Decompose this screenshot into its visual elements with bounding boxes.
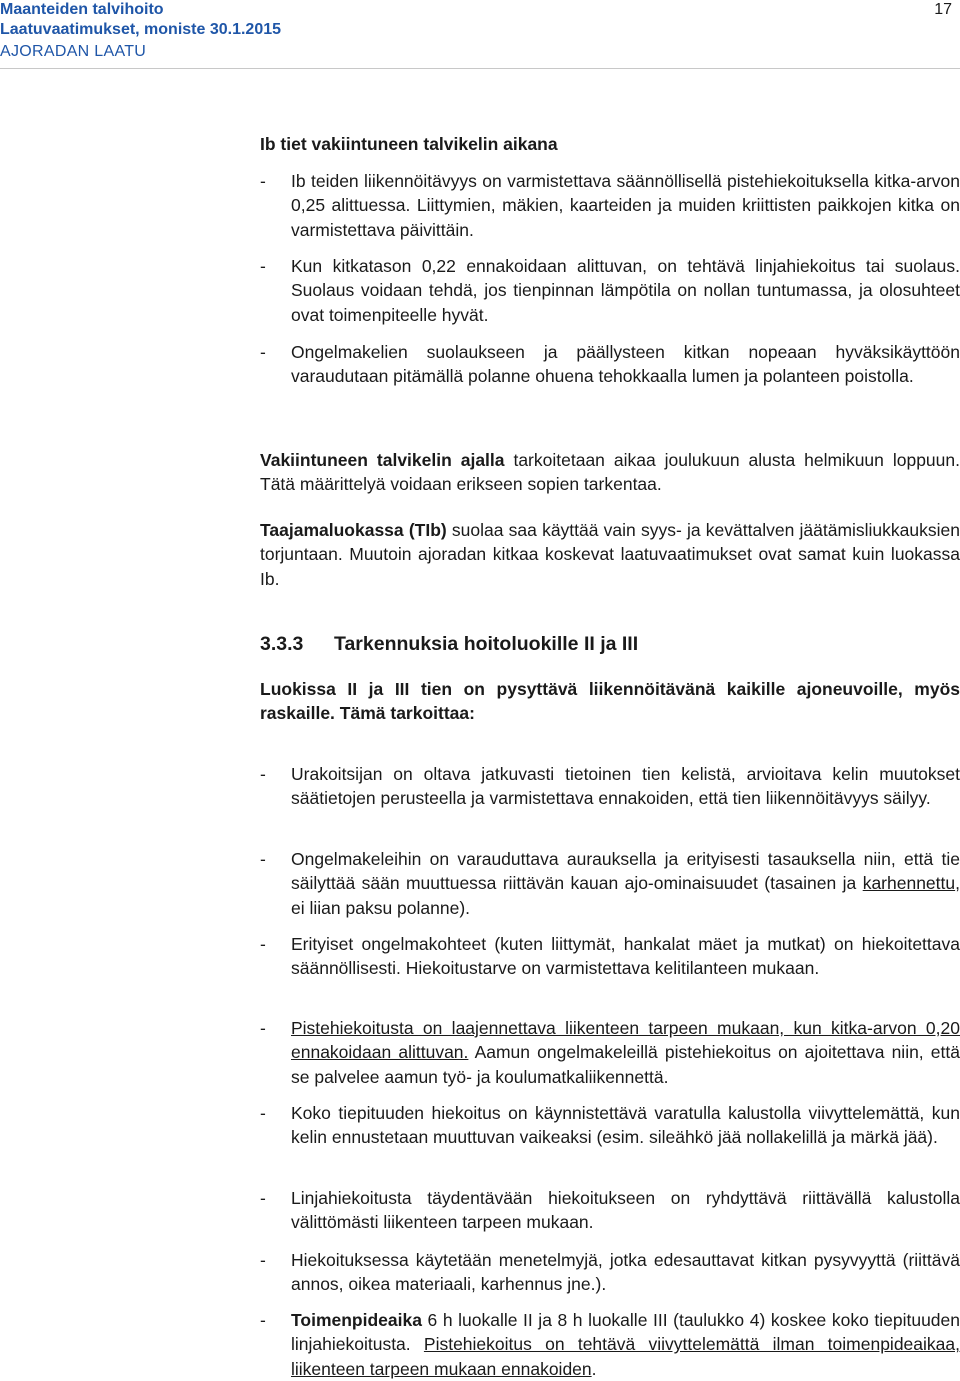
section-title: Tarkennuksia hoitoluokille II ja III	[334, 633, 639, 655]
header-document-subtitle: Laatuvaatimukset, moniste 30.1.2015	[0, 21, 282, 38]
list-item-text: Ib teiden liikennöitävyys on varmistettava säännöllisellä pistehiekoituksella kitka-arvon 0,25 alittuessa. Liittymien, mäkien, kaarteiden ja muiden kriittisten paikkojen kitka on varmistettava päivittäin.	[291, 171, 960, 240]
text-run: .	[591, 1358, 597, 1379]
list-item-text	[291, 1308, 960, 1381]
paragraph-body: suolaa saa käyttää vain syys- ja kevättalven jäätämisliukkauksien torjuntaan. Muutoin ajoradan kitkaa koskevat laatuvaatimukset ovat samat kuin luokassa Ib.	[260, 520, 960, 589]
paragraph-vakiintunut-talvikeli	[260, 448, 960, 497]
page-header	[0, 0, 960, 70]
page-number: 17	[934, 1, 952, 18]
list-item-text: Koko tiepituuden hiekoitus on käynnistettävä varatulla kalustolla viivyttelemättä, kun kelin ennustetaan muuttuvan vaikeaksi (esim. sileähkö jää nollakelillä ja märkä jää).	[291, 1103, 960, 1148]
bold-term: Toimenpideaika	[291, 1310, 422, 1330]
bullet-dash: -	[260, 1018, 266, 1038]
bullet-dash: -	[260, 849, 266, 869]
list-item-text: Kun kitkatason 0,22 ennakoidaan alittuvan, on tehtävä linjahiekoitus tai suolaus. Suolaus voidaan tehdä, jos tienpinnan lämpötila on nollan tuntumassa, ja olosuhteet ovat toimenpiteelle hyvät.	[291, 256, 960, 325]
subsection-title-ib: Ib tiet vakiintuneen talvikelin aikana	[260, 134, 558, 154]
list-item-text: Urakoitsijan on oltava jatkuvasti tietoinen tien kelistä, arvioitava kelin muutokset säätietojen perusteella ja varmistettava ennakoiden, että tien liikennöitävyys säilyy.	[291, 764, 960, 809]
bullet-dash: -	[260, 342, 266, 362]
list-item-text: Ongelmakelien suolaukseen ja päällysteen kitkan nopeaan hyväksikäyttöön varaudutaan pitämällä polanne ohuena tehokkaalla lumen ja polanteen poistolla.	[291, 342, 960, 387]
paragraph-lead-term: Taajamaluokassa (TIb)	[260, 520, 447, 540]
underlined-text: Pistehiekoitusta on laajennettava liikenteen tarpeen mukaan, kun kitka-arvon 0,20 ennakoidaan alittuvan.	[291, 1018, 960, 1063]
header-section-name: AJORADAN LAATU	[0, 43, 147, 60]
list-item-text: Erityiset ongelmakohteet (kuten liittymät, hankalat mäet ja mutkat) on hiekoitettava säännöllisesti. Hiekoitustarve on varmistettava kelitilanteen mukaan.	[291, 934, 960, 979]
header-document-title: Maanteiden talvihoito	[0, 1, 164, 18]
text-run: 6 h luokalle II ja 8 h luokalle III (taulukko 4) koskee koko tiepituuden linjahiekoitusta.	[291, 1310, 960, 1355]
list-item-text	[291, 1016, 960, 1089]
bullet-dash: -	[260, 1310, 266, 1330]
paragraph-taajamaluokka	[260, 518, 960, 591]
list-item-text: Linjahiekoitusta täydentävään hiekoitukseen on ryhdyttävä riittävällä kalustolla välittömästi liikenteen tarpeen mukaan.	[291, 1188, 960, 1233]
header-divider	[0, 68, 960, 69]
bullet-dash: -	[260, 1188, 266, 1208]
section-lead-paragraph: Luokissa II ja III tien on pysyttävä liikennöitävänä kaikille ajoneuvoille, myös raskaille. Tämä tarkoittaa:	[260, 679, 960, 724]
underlined-text: Pistehiekoitus on tehtävä viivyttelemättä ilman toimenpideaikaa, liikenteen tarpeen mukaan ennakoiden	[291, 1334, 960, 1379]
bullet-dash: -	[260, 934, 266, 954]
bullet-dash: -	[260, 764, 266, 784]
list-item-text	[291, 847, 960, 920]
text-run: , ei liian paksu polanne).	[291, 873, 960, 918]
section-number: 3.3.3	[260, 633, 304, 655]
paragraph-lead-term: Vakiintuneen talvikelin ajalla	[260, 450, 505, 470]
bullet-dash: -	[260, 1250, 266, 1270]
list-item-text: Hiekoituksessa käytetään menetelmyjä, jotka edesauttavat kitkan pysyvyyttä (riittävä annos, oikea materiaali, karhennus jne.).	[291, 1250, 960, 1295]
bullet-dash: -	[260, 1103, 266, 1123]
bullet-dash: -	[260, 256, 266, 276]
bullet-dash: -	[260, 171, 266, 191]
text-run: Aamun ongelmakeleillä pistehiekoitus on ajoitettava niin, että se palvelee aamun työ- ja koulumatkaliikennettä.	[291, 1042, 960, 1087]
text-run: Ongelmakeleihin on varauduttava aurauksella ja erityisesti tasauksella niin, että tie säilyttää sään muuttuessa riittävän kauan ajo-ominaisuudet (tasainen ja	[291, 849, 960, 894]
paragraph-body: tarkoitetaan aikaa joulukuun alusta helmikuun loppuun. Tätä määrittelyä voidaan erikseen sopien tarkentaa.	[260, 450, 960, 495]
underlined-term: karhennettu	[862, 873, 956, 894]
